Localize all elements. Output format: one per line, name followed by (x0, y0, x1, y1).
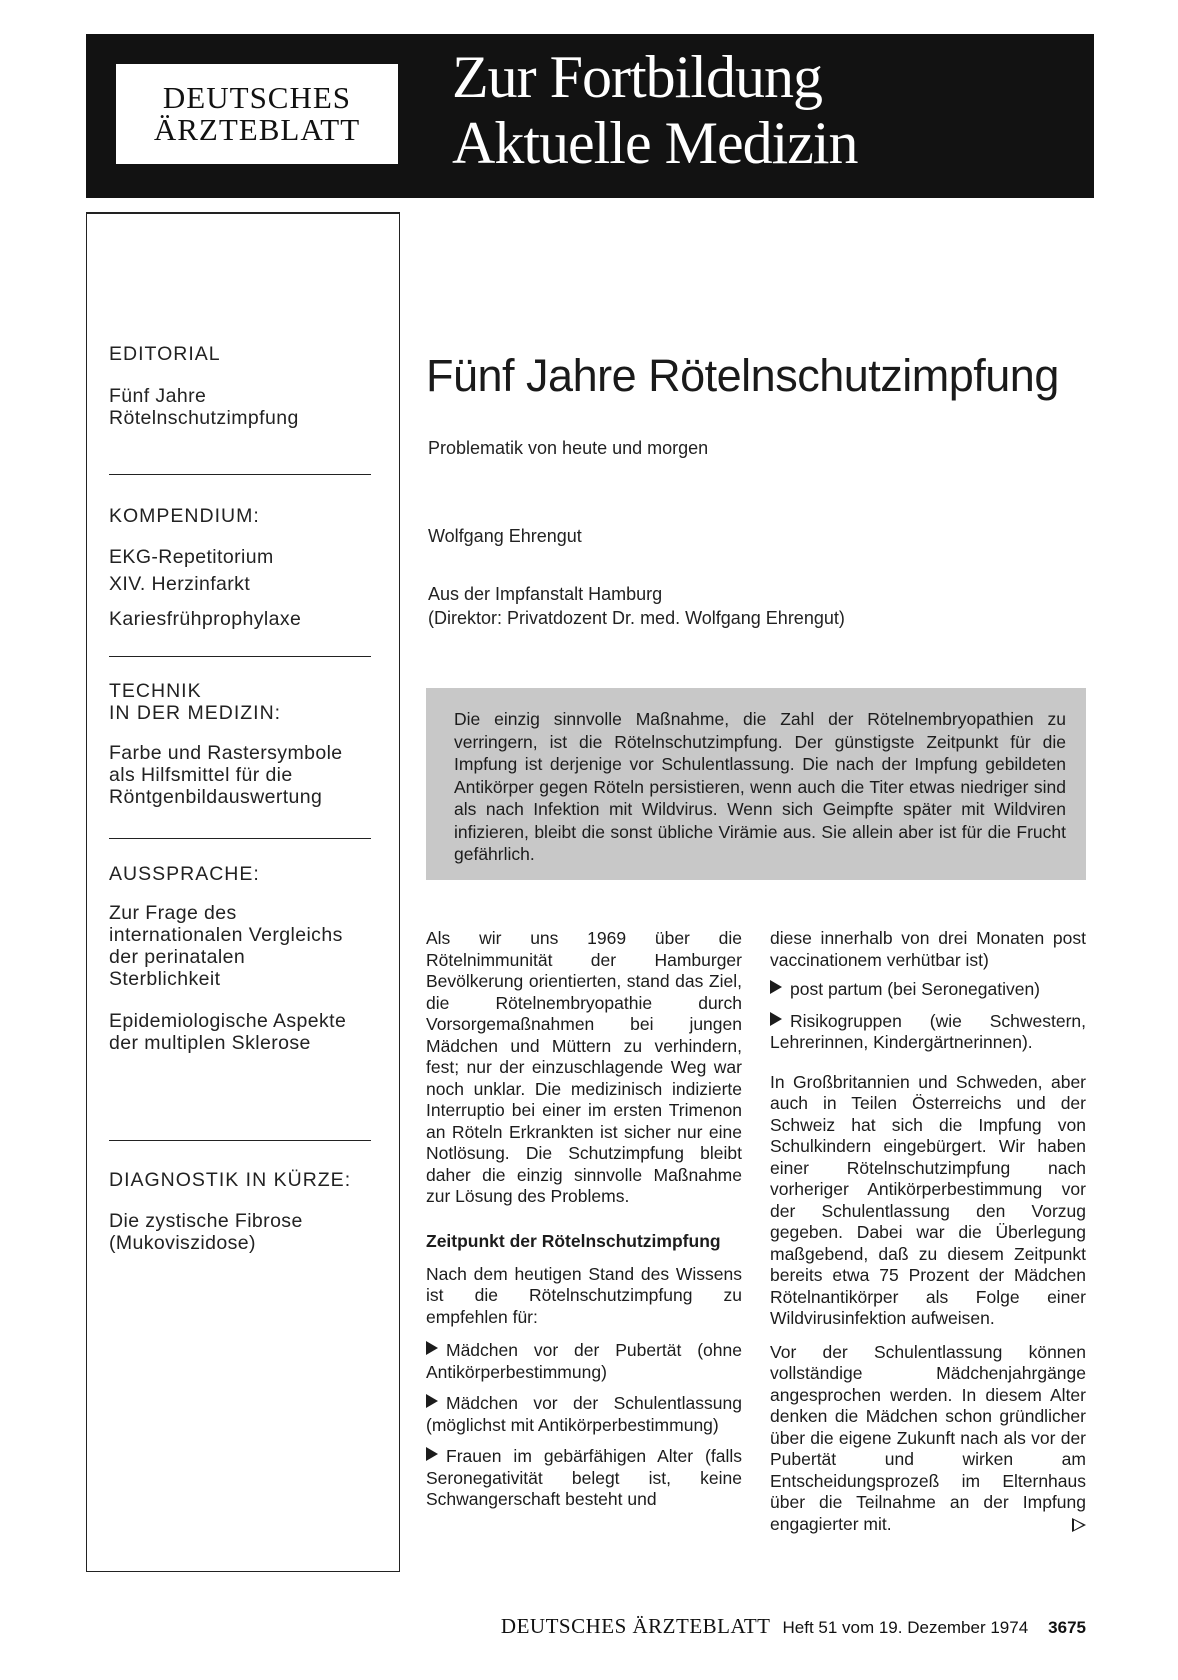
list-item (426, 1446, 742, 1511)
sidebar-item-line: Zur Frage des (109, 902, 237, 924)
list-item-text: Mädchen vor der Pubertät (ohne Antikörperbestimmung) (426, 1340, 742, 1382)
page-number: 3675 (1048, 1618, 1086, 1637)
sidebar-item-line: der perinatalen (109, 946, 246, 968)
continued-arrow-icon (1072, 1518, 1086, 1532)
article-subtitle: Problematik von heute und morgen (428, 438, 709, 458)
sidebar-divider (109, 656, 371, 657)
body-paragraph-text: Vor der Schulentlassung können vollständige Mädchenjahrgänge angesprochen werden. In diesem Alter denken die Mädchen schon gründlicher über die eigene Zukunft nach als vor der Pubertät und wirken am Entscheidungsprozeß im Elternhaus über die Teilnahme an der Impfung engagierter mit. (770, 1341, 1086, 1534)
contents-sidebar (86, 212, 400, 1572)
body-column-left (426, 928, 742, 1521)
sidebar-diagnostik (109, 1168, 379, 1254)
list-item (426, 1393, 742, 1436)
body-paragraph: Als wir uns 1969 über die Rötelnimmunität der Hamburger Bevölkerung orientierten, stand das Ziel, die Rötelnembryopathie durch Vorsorgemaßnahmen bei jungen Mädchen und Müttern zu verhindern, fest; nur der einzuschlagende Weg war noch unklar. Die medizinisch indizierte Interruptio bei einer im ersten Trimenon an Röteln Erkrankten ist sicher nur eine Notlösung. Die Schutzimpfung bleibt daher die einzig sinnvolle Maßnahme zur Lösung des Problems. (426, 928, 742, 1206)
list-item (426, 1340, 742, 1383)
sidebar-heading: AUSSPRACHE: (109, 863, 260, 885)
sidebar-divider (109, 474, 371, 475)
bullet-triangle-icon (426, 1341, 438, 1355)
footer-journal-name: DEUTSCHES ÄRZTEBLATT (500, 1614, 771, 1638)
section-title (452, 44, 858, 176)
sidebar-item-line: Sterblichkeit (109, 968, 221, 990)
sidebar-item-line: EKG-Repetitorium (109, 546, 274, 568)
sidebar-item-line: Farbe und Rastersymbole (109, 742, 343, 764)
list-item (770, 1011, 1086, 1054)
sidebar-item-line: Die zystische Fibrose (109, 1210, 303, 1232)
body-paragraph: Nach dem heutigen Stand des Wissens ist die Rötelnschutzimpfung zu empfehlen für: (426, 1263, 742, 1327)
sidebar-item-line: Fünf Jahre (109, 385, 207, 407)
list-item-text: post partum (bei Seronegativen) (790, 979, 1040, 999)
sidebar-technik (109, 680, 379, 808)
body-column-right (770, 928, 1086, 1535)
sidebar-heading: IN DER MEDIZIN: (109, 702, 282, 724)
sidebar-item-line: als Hilfsmittel für die (109, 764, 293, 786)
page-footer (420, 1614, 1086, 1639)
sidebar-item-line: Kariesfrühprophylaxe (109, 608, 302, 630)
sidebar-heading: EDITORIAL (109, 343, 221, 365)
sidebar-divider (109, 1140, 371, 1141)
sidebar-item-line: internationalen Vergleichs (109, 924, 343, 946)
sidebar-editorial (109, 342, 379, 429)
bullet-triangle-icon (426, 1394, 438, 1408)
body-paragraph (770, 1342, 1086, 1536)
bullet-triangle-icon (770, 980, 782, 994)
section-title-line-2: Aktuelle Medizin (452, 110, 858, 176)
sidebar-kompendium (109, 504, 379, 630)
bullet-triangle-icon (426, 1447, 438, 1461)
sidebar-item-line: Epidemiologische Aspekte (109, 1010, 347, 1032)
sidebar-item-line: XIV. Herzinfarkt (109, 573, 251, 595)
article-affiliation-director: (Direktor: Privatdozent Dr. med. Wolfgang Ehrengut) (428, 608, 845, 628)
list-item-text: Risikogruppen (wie Schwestern, Lehrerinnen, Kindergärtnerinnen). (770, 1010, 1086, 1052)
journal-logo (114, 62, 400, 166)
sidebar-heading: KOMPENDIUM: (109, 505, 260, 527)
section-title-line-1: Zur Fortbildung (452, 44, 822, 110)
list-item-text: Mädchen vor der Schulentlassung (möglichst mit Antikörperbestimmung) (426, 1393, 742, 1435)
sidebar-item-line: Rötelnschutzimpfung (109, 407, 299, 429)
section-heading: Zeitpunkt der Rötelnschutzimpfung (426, 1230, 721, 1251)
abstract-text: Die einzig sinnvolle Maßnahme, die Zahl der Rötelnembryopathien zu verringern, ist die Rötelnschutzimpfung. Der günstigste Zeitpunkt für die Impfung ist derjenige vor Schulentlassung. Die nach der Impfung gebildeten Antikörper gegen Röteln persistieren, wenn auch die Titer etwas niedriger sind als nach Infektion mit Wildvirus. Wenn sich Geimpfte später mit Wildviren infizieren, bleibt die sonst übliche Virämie aus. Sie allein aber ist für die Frucht gefährlich. (454, 709, 1066, 864)
bullet-triangle-icon (770, 1012, 782, 1026)
logo-line-2: ÄRZTEBLATT (153, 112, 361, 147)
body-paragraph: diese innerhalb von drei Monaten post vaccinationem verhütbar ist) (770, 928, 1086, 970)
article-affiliation: Aus der Impfanstalt Hamburg (428, 584, 663, 604)
article-title: Fünf Jahre Rötelnschutzimpfung (426, 350, 1059, 401)
list-item (770, 979, 1086, 1001)
sidebar-item-line: der multiplen Sklerose (109, 1032, 311, 1054)
sidebar-item-line: Röntgenbildauswertung (109, 786, 323, 808)
article-author: Wolfgang Ehrengut (428, 526, 582, 546)
sidebar-divider (109, 838, 371, 839)
list-item-text: Frauen im gebärfähigen Alter (falls Seronegativität belegt ist, keine Schwangerschaft besteht und (426, 1446, 742, 1509)
abstract-box (426, 688, 1086, 880)
logo-line-1: DEUTSCHES (162, 80, 352, 115)
footer-issue: Heft 51 vom 19. Dezember 1974 (782, 1618, 1029, 1637)
sidebar-heading: DIAGNOSTIK IN KÜRZE: (109, 1169, 352, 1191)
sidebar-aussprache (109, 862, 379, 1054)
sidebar-heading: TECHNIK (109, 680, 202, 702)
sidebar-item-line: (Mukoviszidose) (109, 1232, 256, 1254)
body-paragraph: In Großbritannien und Schweden, aber auch in Teilen Österreichs und der Schweiz hat sich die Impfung von Schulkindern eingebürgert. Wir haben einer Rötelnschutzimpfung nach vorheriger Antikörperbestimmung vor der Schulentlassung den Vorzug gegeben. Dabei war die Überlegung maßgebend, daß zu diesem Zeitpunkt bereits etwa 75 Prozent der Mädchen Rötelnantikörper als Folge einer Wildvirusinfektion aufweisen. (770, 1071, 1086, 1328)
